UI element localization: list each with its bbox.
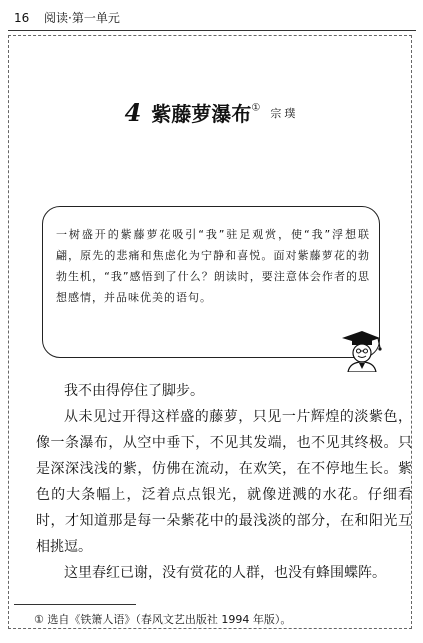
paragraph: 我不由得停住了脚步。 — [64, 383, 204, 399]
header-divider — [8, 30, 416, 31]
footnote-marker: ① — [251, 102, 261, 114]
article-body — [36, 378, 412, 586]
teacher-icon — [336, 328, 384, 372]
lesson-title-line — [0, 98, 423, 127]
intro-text: 一树盛开的紫藤萝花吸引“我”驻足观赏，使“我”浮想联翩，原先的悲痛和焦虑化为宁静和喜悦。面对紫藤萝花的勃勃生机，“我”感悟到了什么？朗读时，要注意体会作者的思想感情，并品味优美的语句。 — [56, 228, 370, 304]
paragraph: 这里春红已谢，没有赏花的人群，也没有蜂围蝶阵。 — [64, 565, 386, 581]
footnote-divider — [14, 604, 136, 605]
page-number: 16 — [14, 11, 30, 25]
page-header — [12, 8, 412, 28]
paragraph: 从未见过开得这样盛的藤萝，只见一片辉煌的淡紫色，像一条瀑布，从空中垂下，不见其发端，也不见其终极。只是深深浅浅的紫，仿佛在流动，在欢笑，在不停地生长。紫色的大条幅上，泛着点点银光，就像迸溅的水花。仔细看时，才知道那是每一朵紫花中的最浅淡的部分，在和阳光互相挑逗。 — [36, 409, 412, 555]
lesson-title: 紫藤萝瀑布 — [151, 102, 252, 126]
author-name: 宗璞 — [270, 106, 299, 120]
lesson-number: 4 — [124, 98, 142, 127]
section-title: 阅读·第一单元 — [44, 11, 120, 25]
footnote: ① 选自《铁箫人语》（春风文艺出版社 1994 年版）。 — [34, 613, 292, 626]
